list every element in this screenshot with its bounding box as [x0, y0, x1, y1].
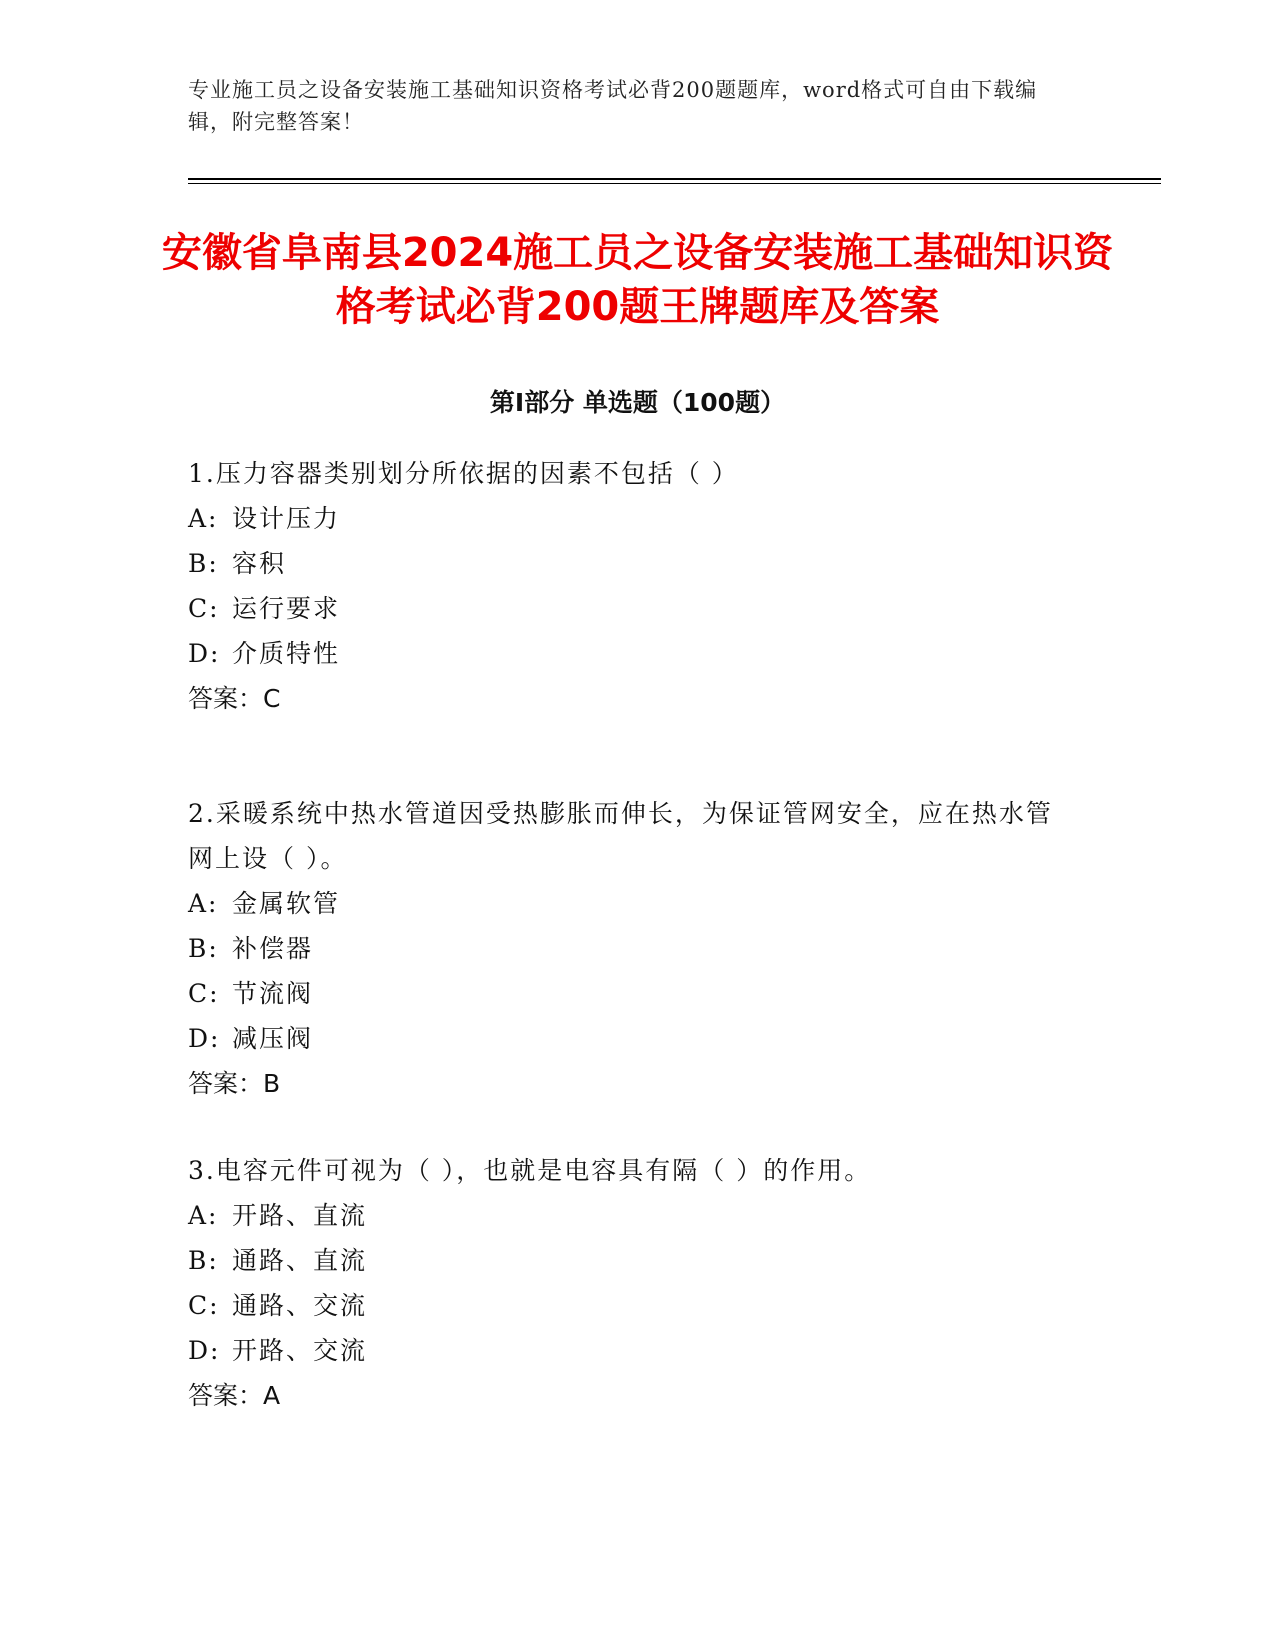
- option-text: 通路、交流: [232, 1291, 368, 1320]
- option-text: 补偿器: [232, 934, 314, 963]
- option-letter: D:: [188, 1024, 221, 1053]
- option-a: [188, 496, 1068, 541]
- option-text: 开路、直流: [232, 1201, 368, 1230]
- option-letter: B:: [188, 549, 219, 578]
- option-a: [188, 881, 1068, 926]
- option-letter: C:: [188, 979, 220, 1008]
- option-c: [188, 586, 1068, 631]
- option-letter: D:: [188, 1336, 221, 1365]
- option-letter: C:: [188, 1291, 220, 1320]
- answer: 答案：A: [188, 1381, 281, 1410]
- option-letter: D:: [188, 639, 221, 668]
- option-c: [188, 1283, 1068, 1328]
- option-letter: B:: [188, 934, 219, 963]
- option-text: 节流阀: [232, 979, 314, 1008]
- option-text: 设计压力: [232, 504, 341, 533]
- option-b: [188, 926, 1068, 971]
- option-text: 金属软管: [232, 889, 341, 918]
- option-text: 通路、直流: [232, 1246, 368, 1275]
- question-stem: 1.压力容器类别划分所依据的因素不包括（ ）: [188, 459, 739, 488]
- option-d: [188, 1328, 1068, 1373]
- option-letter: C:: [188, 594, 220, 623]
- option-b: [188, 541, 1068, 586]
- question-3: [188, 1148, 1068, 1418]
- question-2: [188, 791, 1068, 1106]
- option-text: 减压阀: [232, 1024, 314, 1053]
- document-title: 安徽省阜南县2024施工员之设备安装施工基础知识资格考试必背200题王牌题库及答案: [161, 230, 1114, 330]
- option-letter: A:: [188, 504, 219, 533]
- option-letter: B:: [188, 1246, 219, 1275]
- option-text: 容积: [232, 549, 287, 578]
- answer: 答案：B: [188, 1069, 281, 1098]
- header-divider-thin: [188, 183, 1161, 184]
- header-divider-thick: [188, 178, 1161, 180]
- section-heading: 第Ⅰ部分 单选题（100题）: [489, 388, 786, 417]
- option-letter: A:: [188, 889, 219, 918]
- option-b: [188, 1238, 1068, 1283]
- question-stem: 3.电容元件可视为（ ），也就是电容具有隔（ ）的作用。: [188, 1156, 872, 1185]
- option-text: 开路、交流: [232, 1336, 368, 1365]
- question-1: [188, 451, 1068, 721]
- option-text: 运行要求: [232, 594, 341, 623]
- option-a: [188, 1193, 1068, 1238]
- option-letter: A:: [188, 1201, 219, 1230]
- question-stem: 2.采暖系统中热水管道因受热膨胀而伸长，为保证管网安全，应在热水管网上设（ ）。: [188, 799, 1053, 873]
- intro-text: 专业施工员之设备安装施工基础知识资格考试必背200题题库，word格式可自由下载编辑，附完整答案！: [188, 78, 1038, 134]
- option-text: 介质特性: [232, 639, 341, 668]
- answer: 答案：C: [188, 684, 281, 713]
- option-d: [188, 631, 1068, 676]
- option-c: [188, 971, 1068, 1016]
- option-d: [188, 1016, 1068, 1061]
